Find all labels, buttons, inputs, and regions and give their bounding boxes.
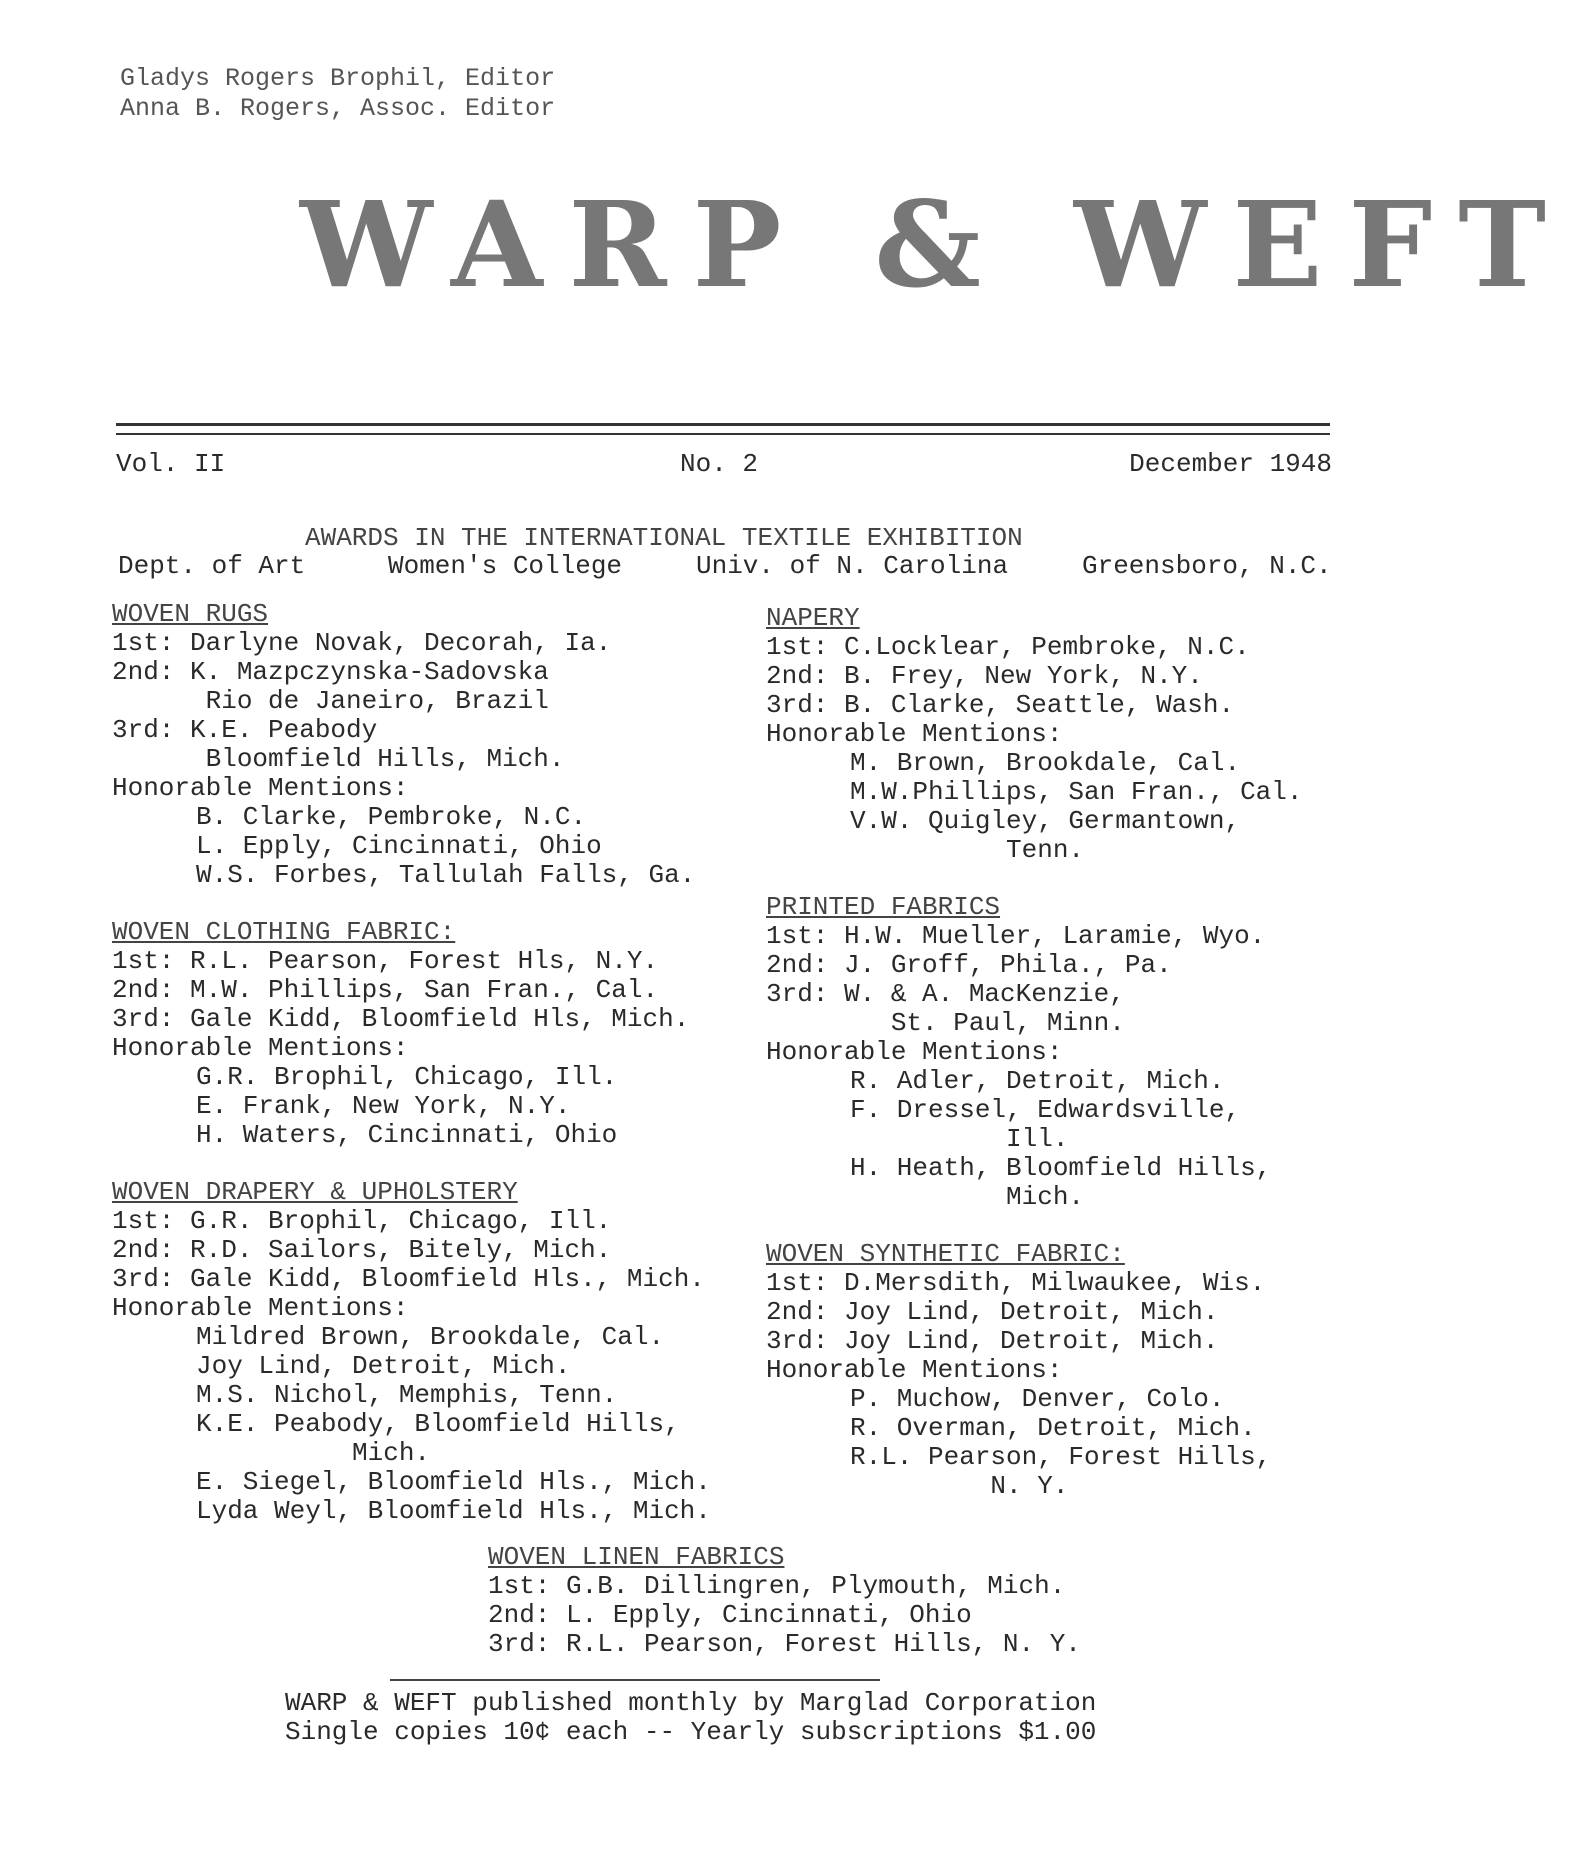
award-section bbox=[766, 893, 1406, 1212]
top-rule bbox=[116, 423, 1330, 426]
award-line: 2nd: J. Groff, Phila., Pa. bbox=[766, 950, 1172, 980]
honorable-mention-line: W.S. Forbes, Tallulah Falls, Ga. bbox=[196, 860, 696, 890]
honorable-mention-line: Mildred Brown, Brookdale, Cal. bbox=[196, 1322, 665, 1352]
honorable-mention-line: E. Siegel, Bloomfield Hls., Mich. bbox=[196, 1467, 711, 1497]
award-line: 3rd: Gale Kidd, Bloomfield Hls, Mich. bbox=[112, 1004, 690, 1034]
issue-date: December 1948 bbox=[1129, 449, 1332, 479]
issue-number: No. 2 bbox=[680, 449, 759, 479]
issue-line bbox=[116, 450, 1332, 480]
award-line: 2nd: M.W. Phillips, San Fran., Cal. bbox=[112, 975, 659, 1005]
right-column bbox=[766, 604, 1406, 1529]
award-line: 2nd: Joy Lind, Detroit, Mich. bbox=[766, 1297, 1219, 1327]
award-line: 3rd: R.L. Pearson, Forest Hills, N. Y. bbox=[488, 1629, 1081, 1659]
award-line: 1st: G.R. Brophil, Chicago, Ill. bbox=[112, 1206, 612, 1236]
section-title: WOVEN LINEN FABRICS bbox=[488, 1542, 785, 1572]
honorable-mention-line: M.S. Nichol, Memphis, Tenn. bbox=[196, 1380, 618, 1410]
left-column bbox=[112, 600, 752, 1554]
college-label: Women's College bbox=[388, 551, 623, 581]
honorable-mention-line: R. Adler, Detroit, Mich. bbox=[850, 1066, 1225, 1096]
honorable-mentions-label: Honorable Mentions: bbox=[112, 1293, 409, 1323]
award-line: Rio de Janeiro, Brazil bbox=[112, 686, 549, 716]
section-title: WOVEN SYNTHETIC FABRIC: bbox=[766, 1239, 1125, 1269]
honorable-mention-line: H. Waters, Cincinnati, Ohio bbox=[196, 1120, 618, 1150]
honorable-mention-line: M.W.Phillips, San Fran., Cal. bbox=[850, 777, 1303, 807]
publisher-line: WARP & WEFT published monthly by Marglad Corporation bbox=[285, 1688, 1097, 1718]
award-section bbox=[766, 604, 1406, 865]
honorable-mentions-label: Honorable Mentions: bbox=[766, 719, 1063, 749]
award-line: 3rd: B. Clarke, Seattle, Wash. bbox=[766, 690, 1235, 720]
honorable-mention-line: Tenn. bbox=[850, 835, 1085, 865]
section-title: NAPERY bbox=[766, 603, 860, 633]
award-line: 3rd: Joy Lind, Detroit, Mich. bbox=[766, 1326, 1219, 1356]
honorable-mention-line: Ill. bbox=[850, 1124, 1069, 1154]
award-line: 2nd: K. Mazpczynska-Sadovska bbox=[112, 657, 549, 687]
honorable-mention-line: K.E. Peabody, Bloomfield Hills, bbox=[196, 1409, 680, 1439]
honorable-mention-line: R. Overman, Detroit, Mich. bbox=[850, 1413, 1256, 1443]
award-line: 1st: C.Locklear, Pembroke, N.C. bbox=[766, 632, 1250, 662]
honorable-mentions-label: Honorable Mentions: bbox=[766, 1355, 1063, 1385]
honorable-mention-line: Mich. bbox=[850, 1182, 1085, 1212]
honorable-mentions-label: Honorable Mentions: bbox=[112, 773, 409, 803]
honorable-mention-line: E. Frank, New York, N.Y. bbox=[196, 1091, 571, 1121]
honorable-mention-line: L. Epply, Cincinnati, Ohio bbox=[196, 831, 602, 861]
honorable-mention-line: P. Muchow, Denver, Colo. bbox=[850, 1384, 1225, 1414]
honorable-mention-line: V.W. Quigley, Germantown, bbox=[850, 806, 1241, 836]
city-label: Greensboro, N.C. bbox=[1082, 551, 1332, 581]
section-title: WOVEN DRAPERY & UPHOLSTERY bbox=[112, 1177, 518, 1207]
honorable-mention-line: H. Heath, Bloomfield Hills, bbox=[850, 1153, 1272, 1183]
honorable-mention-line: Joy Lind, Detroit, Mich. bbox=[196, 1351, 571, 1381]
publication-footer bbox=[285, 1689, 1096, 1747]
award-section bbox=[112, 1178, 752, 1526]
award-line: 1st: H.W. Mueller, Laramie, Wyo. bbox=[766, 921, 1266, 951]
honorable-mention-line: N. Y. bbox=[850, 1471, 1069, 1501]
volume-label: Vol. II bbox=[116, 449, 226, 479]
assoc-editor-line: Anna B. Rogers, Assoc. Editor bbox=[120, 94, 556, 123]
award-line: 2nd: R.D. Sailors, Bitely, Mich. bbox=[112, 1235, 612, 1265]
awards-title: AWARDS IN THE INTERNATIONAL TEXTILE EXHIBITION bbox=[305, 523, 1023, 553]
award-line: 1st: R.L. Pearson, Forest Hls, N.Y. bbox=[112, 946, 659, 976]
award-line: 3rd: Gale Kidd, Bloomfield Hls., Mich. bbox=[112, 1264, 705, 1294]
editor-line: Gladys Rogers Brophil, Editor bbox=[120, 64, 556, 93]
honorable-mentions-label: Honorable Mentions: bbox=[112, 1033, 409, 1063]
award-line: 1st: G.B. Dillingren, Plymouth, Mich. bbox=[488, 1571, 1066, 1601]
award-line: 1st: Darlyne Novak, Decorah, Ia. bbox=[112, 628, 612, 658]
university-label: Univ. of N. Carolina bbox=[696, 551, 1009, 581]
footer-rule bbox=[390, 1679, 880, 1681]
honorable-mention-line: G.R. Brophil, Chicago, Ill. bbox=[196, 1062, 618, 1092]
award-section bbox=[766, 1240, 1406, 1501]
honorable-mention-line: R.L. Pearson, Forest Hills, bbox=[850, 1442, 1272, 1472]
section-title: PRINTED FABRICS bbox=[766, 892, 1001, 922]
honorable-mention-line: Mich. bbox=[196, 1438, 431, 1468]
award-line: 1st: D.Mersdith, Milwaukee, Wis. bbox=[766, 1268, 1266, 1298]
award-line: Bloomfield Hills, Mich. bbox=[112, 744, 565, 774]
honorable-mention-line: Lyda Weyl, Bloomfield Hls., Mich. bbox=[196, 1496, 711, 1526]
award-line: 2nd: B. Frey, New York, N.Y. bbox=[766, 661, 1203, 691]
section-title: WOVEN RUGS bbox=[112, 599, 269, 629]
award-section bbox=[112, 600, 752, 890]
masthead-title: WARP & WEFT bbox=[300, 175, 1572, 314]
honorable-mention-line: B. Clarke, Pembroke, N.C. bbox=[196, 802, 587, 832]
subscription-line: Single copies 10¢ each -- Yearly subscriptions $1.00 bbox=[285, 1717, 1097, 1747]
linen-section bbox=[488, 1543, 1081, 1659]
award-line: St. Paul, Minn. bbox=[766, 1008, 1125, 1038]
top-rule-second bbox=[116, 433, 1330, 435]
award-line: 2nd: L. Epply, Cincinnati, Ohio bbox=[488, 1600, 972, 1630]
award-line: 3rd: K.E. Peabody bbox=[112, 715, 378, 745]
editor-credits bbox=[120, 64, 555, 124]
honorable-mention-line: F. Dressel, Edwardsville, bbox=[850, 1095, 1241, 1125]
honorable-mentions-label: Honorable Mentions: bbox=[766, 1037, 1063, 1067]
award-section bbox=[112, 918, 752, 1150]
award-line: 3rd: W. & A. MacKenzie, bbox=[766, 979, 1125, 1009]
section-title: WOVEN CLOTHING FABRIC: bbox=[112, 917, 456, 947]
honorable-mention-line: M. Brown, Brookdale, Cal. bbox=[850, 748, 1241, 778]
dept-label: Dept. of Art bbox=[118, 551, 306, 581]
